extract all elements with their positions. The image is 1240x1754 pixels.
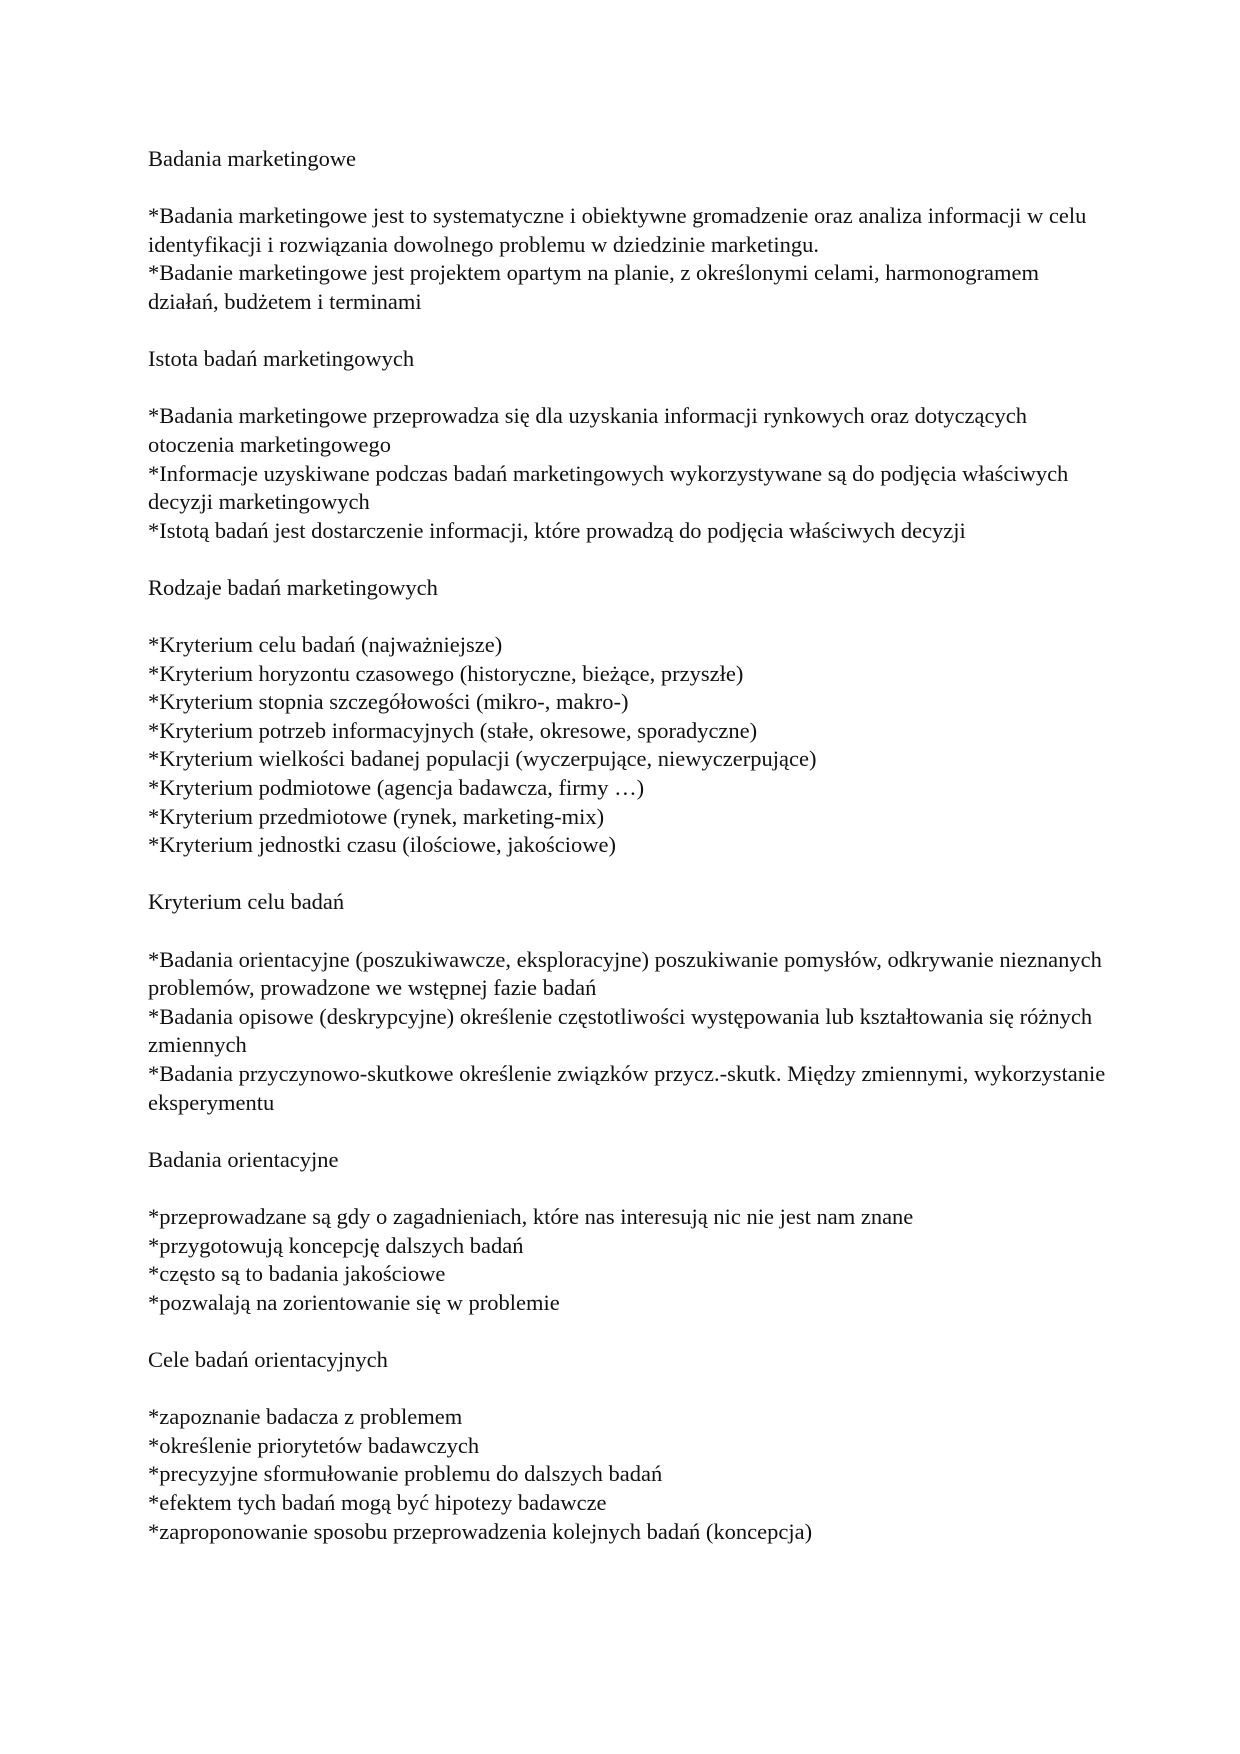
section-kryterium-celu (148, 888, 1108, 1117)
list-item: *przygotowują koncepcję dalszych badań (148, 1232, 524, 1258)
list-item: *Kryterium wielkości badanej populacji (wyczerpujące, niewyczerpujące) (148, 746, 817, 772)
section-heading: Badania marketingowe (148, 146, 357, 171)
list-item: *zapoznanie badacza z problemem (148, 1404, 463, 1430)
paragraph: *Badania marketingowe jest to systematyczne i obiektywne gromadzenie oraz analiza informacji w celu identyfikacji i rozwiązania dowolnego problemu w dziedzinie marketingu. (148, 203, 1087, 257)
section-rodzaje-badan (148, 574, 1108, 860)
list-item: *zaproponowanie sposobu przeprowadzenia kolejnych badań (koncepcja) (148, 1518, 813, 1544)
paragraph: *Informacje uzyskiwane podczas badań marketingowych wykorzystywane są do podjęcia właściwych decyzji marketingowych (148, 460, 1069, 515)
section-heading: Kryterium celu badań (148, 889, 345, 915)
list-item: *określenie priorytetów badawczych (148, 1432, 480, 1458)
section-heading: Istota badań marketingowych (148, 346, 415, 372)
section-istota-badan (148, 345, 1108, 545)
section-badania-orientacyjne (148, 1146, 1108, 1318)
section-cele-badan-orientacyjnych (148, 1346, 1108, 1546)
list-item: *często są to badania jakościowe (148, 1261, 446, 1287)
list-item: *Kryterium horyzontu czasowego (historyczne, bieżące, przyszłe) (148, 660, 744, 686)
section-heading: Rodzaje badań marketingowych (148, 574, 438, 600)
list-item: *efektem tych badań mogą być hipotezy badawcze (148, 1489, 607, 1515)
section-heading: Badania orientacyjne (148, 1146, 339, 1172)
list-item: *pozwalają na zorientowanie się w problemie (148, 1289, 560, 1315)
list-item: *precyzyjne sformułowanie problemu do dalszych badań (148, 1461, 663, 1487)
paragraph: *Badania opisowe (deskrypcyjne) określenie częstotliwości występowania lub kształtowania się różnych zmiennych (148, 1003, 1093, 1058)
list-item: *Kryterium podmiotowe (agencja badawcza, firmy …) (148, 775, 645, 801)
list-item: *Kryterium przedmiotowe (rynek, marketing-mix) (148, 803, 605, 829)
paragraph: *Badanie marketingowe jest projektem opartym na planie, z określonymi celami, harmonogramem działań, budżetem i terminami (148, 260, 1039, 314)
list-item: *Kryterium stopnia szczegółowości (mikro-, makro-) (148, 689, 629, 715)
list-item: *Kryterium potrzeb informacyjnych (stałe, okresowe, sporadyczne) (148, 717, 758, 743)
list-item: *przeprowadzane są gdy o zagadnieniach, które nas interesują nic nie jest nam znane (148, 1203, 914, 1229)
paragraph: *Badania orientacyjne (poszukiwawcze, eksploracyjne) poszukiwanie pomysłów, odkrywanie nieznanych problemów, prowadzone we wstępnej fazie badań (148, 946, 1102, 1001)
section-badania-marketingowe (148, 145, 1108, 317)
list-item: *Kryterium jednostki czasu (ilościowe, jakościowe) (148, 832, 616, 858)
section-heading: Cele badań orientacyjnych (148, 1346, 388, 1372)
document-body (148, 145, 1108, 1575)
list-item: *Kryterium celu badań (najważniejsze) (148, 632, 503, 658)
paragraph: *Istotą badań jest dostarczenie informacji, które prowadzą do podjęcia właściwych decyzji (148, 517, 966, 543)
paragraph: *Badania marketingowe przeprowadza się dla uzyskania informacji rynkowych oraz dotyczących otoczenia marketingowego (148, 403, 1028, 457)
paragraph: *Badania przyczynowo-skutkowe określenie związków przycz.-skutk. Między zmiennymi, wykorzystanie eksperymentu (148, 1061, 1106, 1115)
